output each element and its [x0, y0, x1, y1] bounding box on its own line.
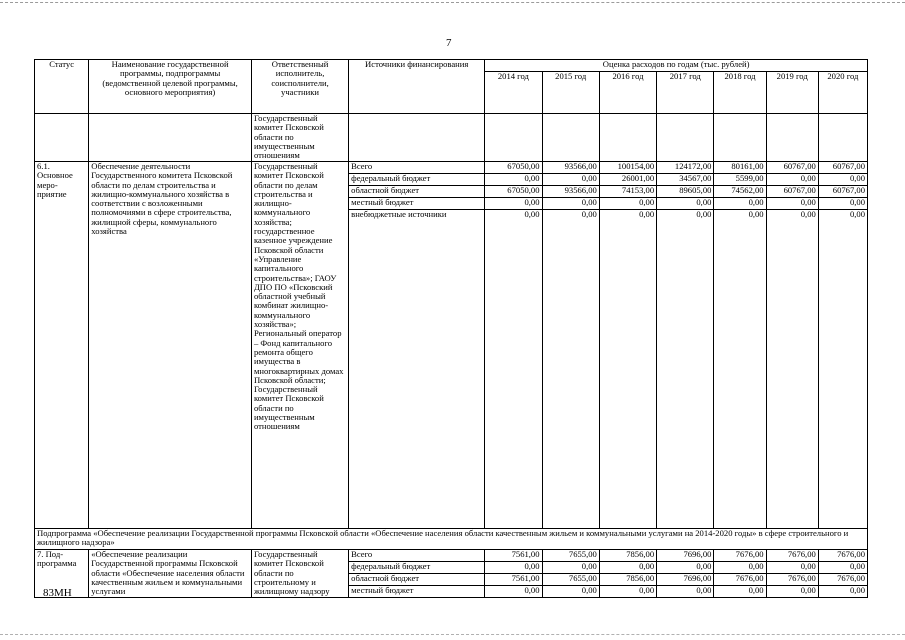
value-cell: 0,00 — [766, 586, 818, 598]
header-row — [35, 60, 868, 72]
responsible-cell: Государственный комитет Псковской области по делам строительства и жилищно-коммунального хозяйства; государственное казенное учреждение Псковской области «Управление капитального строительства»; ГАОУ ДПО ПО «Псковский областной учебный комбинат жилищно-коммунального хозяйства»; Региональный оператор – Фонд капитального ремонта общего имущества в многоквартирных домах Псковской области; Государственный комитет Псковской области по имущественным отношениям — [251, 162, 348, 529]
value-cell: 0,00 — [599, 562, 656, 574]
empty-cell — [818, 114, 867, 162]
source-cell: Всего — [349, 162, 485, 174]
value-cell: 7676,00 — [766, 574, 818, 586]
source-cell: местный бюджет — [349, 586, 485, 598]
value-cell: 7696,00 — [657, 550, 714, 562]
status-cell: 6.1. Основное меро- приятие — [35, 162, 89, 529]
value-cell: 0,00 — [766, 174, 818, 186]
value-cell: 7856,00 — [599, 574, 656, 586]
value-cell: 0,00 — [657, 198, 714, 210]
value-cell: 0,00 — [818, 198, 867, 210]
empty-cell — [657, 114, 714, 162]
value-cell: 26001,00 — [599, 174, 656, 186]
value-cell: 100154,00 — [599, 162, 656, 174]
value-cell: 67050,00 — [485, 186, 542, 198]
empty-cell — [714, 114, 766, 162]
source-cell: федеральный бюджет — [349, 562, 485, 574]
value-cell: 0,00 — [542, 586, 599, 598]
value-cell: 7676,00 — [818, 574, 867, 586]
empty-cell — [766, 114, 818, 162]
value-cell: 0,00 — [599, 210, 656, 529]
value-cell: 0,00 — [485, 198, 542, 210]
value-cell: 0,00 — [599, 586, 656, 598]
header-sources: Источники финансирования — [349, 60, 485, 114]
value-cell: 7856,00 — [599, 550, 656, 562]
footer-code: 83МН — [43, 587, 72, 599]
value-cell: 0,00 — [818, 562, 867, 574]
value-cell: 0,00 — [657, 210, 714, 529]
source-cell: местный бюджет — [349, 198, 485, 210]
value-cell: 60767,00 — [766, 186, 818, 198]
header-year: 2016 год — [599, 72, 656, 114]
page-number: 7 — [446, 37, 452, 49]
value-cell: 7561,00 — [485, 550, 542, 562]
page-edge-top — [0, 2, 905, 3]
page-edge-bottom — [0, 634, 905, 635]
table-row — [35, 550, 868, 562]
source-cell: федеральный бюджет — [349, 174, 485, 186]
header-year: 2020 год — [818, 72, 867, 114]
value-cell: 7676,00 — [818, 550, 867, 562]
value-cell: 7696,00 — [657, 574, 714, 586]
value-cell: 0,00 — [714, 586, 766, 598]
header-year: 2019 год — [766, 72, 818, 114]
status-cell: 7. Под- программа — [35, 550, 89, 598]
value-cell: 0,00 — [818, 210, 867, 529]
header-year: 2018 год — [714, 72, 766, 114]
header-year: 2017 год — [657, 72, 714, 114]
value-cell: 0,00 — [818, 586, 867, 598]
subprogram-name-cell: «Обеспечение реализации Государственной программы Псковской области «Обеспечение населения области качественным жильем и коммунальными услугами — [89, 550, 252, 598]
header-year: 2014 год — [485, 72, 542, 114]
value-cell: 0,00 — [542, 562, 599, 574]
value-cell: 0,00 — [714, 198, 766, 210]
value-cell: 0,00 — [542, 174, 599, 186]
value-cell: 7655,00 — [542, 574, 599, 586]
value-cell: 7676,00 — [714, 550, 766, 562]
value-cell: 7676,00 — [714, 574, 766, 586]
value-cell: 74562,00 — [714, 186, 766, 198]
responsible-cell: Государственный комитет Псковской области по строительному и жилищному надзору — [251, 550, 348, 598]
value-cell: 34567,00 — [657, 174, 714, 186]
source-cell: областной бюджет — [349, 186, 485, 198]
header-year: 2015 год — [542, 72, 599, 114]
empty-cell — [35, 114, 89, 162]
value-cell: 0,00 — [766, 198, 818, 210]
value-cell: 5599,00 — [714, 174, 766, 186]
value-cell: 74153,00 — [599, 186, 656, 198]
source-cell: областной бюджет — [349, 574, 485, 586]
value-cell: 60767,00 — [766, 162, 818, 174]
empty-cell — [349, 114, 485, 162]
budget-table — [34, 59, 868, 598]
value-cell: 67050,00 — [485, 162, 542, 174]
value-cell: 0,00 — [818, 174, 867, 186]
subprogram-row — [35, 529, 868, 550]
value-cell: 0,00 — [485, 586, 542, 598]
value-cell: 0,00 — [485, 562, 542, 574]
value-cell: 0,00 — [657, 562, 714, 574]
value-cell: 60767,00 — [818, 186, 867, 198]
value-cell: 0,00 — [657, 586, 714, 598]
value-cell: 93566,00 — [542, 162, 599, 174]
header-status: Статус — [35, 60, 89, 114]
value-cell: 124172,00 — [657, 162, 714, 174]
empty-cell — [485, 114, 542, 162]
source-cell: Всего — [349, 550, 485, 562]
value-cell: 0,00 — [766, 210, 818, 529]
measure-name-cell: Обеспечение деятельности Государственного комитета Псковской области по делам строительства и жилищно-коммунального хозяйства в соответствии с возложенными полномочиями в сфере строительства, жилищной сферы, коммунального хозяйства — [89, 162, 252, 529]
empty-cell — [542, 114, 599, 162]
value-cell: 7655,00 — [542, 550, 599, 562]
header-estimate: Оценка расходов по годам (тыс. рублей) — [485, 60, 868, 72]
empty-cell — [599, 114, 656, 162]
continuation-row — [35, 114, 868, 162]
value-cell: 93566,00 — [542, 186, 599, 198]
value-cell: 0,00 — [766, 562, 818, 574]
subprogram-title: Подпрограмма «Обеспечение реализации Государственной программы Псковской области «Обеспечение населения области качественным жильем и коммунальными услугами на 2014-2020 годы» в сфере строительного и жилищного надзора» — [35, 529, 868, 550]
table-row — [35, 162, 868, 174]
value-cell: 0,00 — [542, 210, 599, 529]
header-name: Наименование государственной программы, подпрограммы (ведомственной целевой программы, основного мероприятия) — [89, 60, 252, 114]
header-responsible: Ответственный исполнитель, соисполнители, участники — [251, 60, 348, 114]
value-cell: 60767,00 — [818, 162, 867, 174]
value-cell: 0,00 — [599, 198, 656, 210]
empty-cell — [89, 114, 252, 162]
value-cell: 0,00 — [485, 210, 542, 529]
source-cell: внебюджетные источники — [349, 210, 485, 529]
value-cell: 0,00 — [714, 562, 766, 574]
value-cell: 0,00 — [485, 174, 542, 186]
value-cell: 80161,00 — [714, 162, 766, 174]
value-cell: 7561,00 — [485, 574, 542, 586]
value-cell: 7676,00 — [766, 550, 818, 562]
value-cell: 0,00 — [714, 210, 766, 529]
value-cell: 0,00 — [542, 198, 599, 210]
continuation-responsible: Государственный комитет Псковской области по имущественным отношениям — [251, 114, 348, 162]
value-cell: 89605,00 — [657, 186, 714, 198]
